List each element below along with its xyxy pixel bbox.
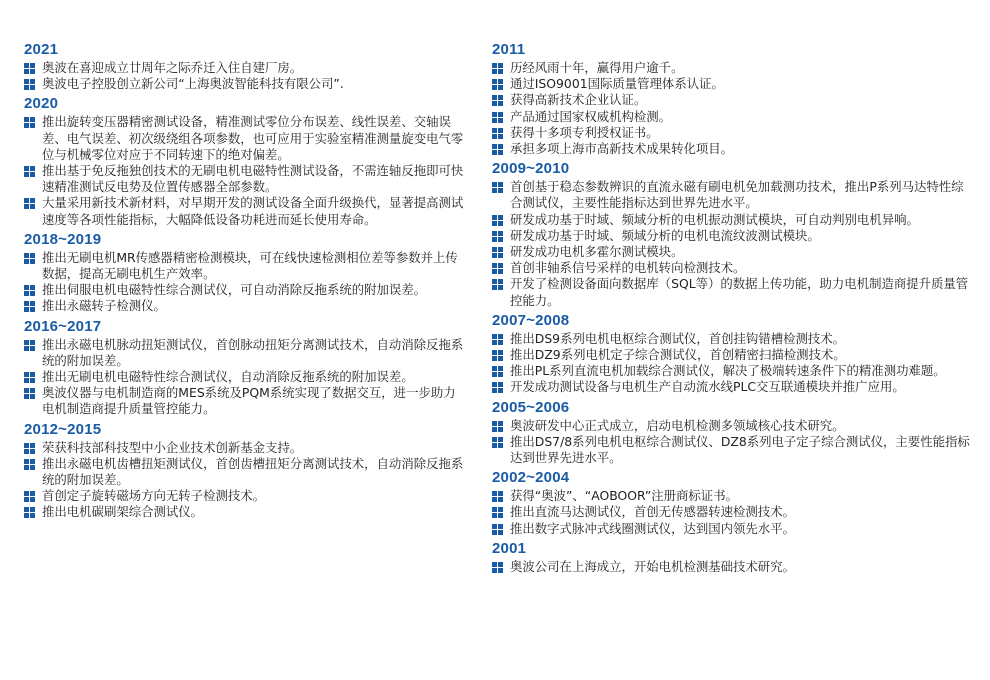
- list-item-text: 开发了检测设备面向数据库（SQL等）的数据上传功能，助力电机制造商提升质量管控能力。: [510, 276, 969, 308]
- list-item: [492, 260, 970, 276]
- list-item: [492, 92, 970, 108]
- list-item-text: 奥波研发中心正式成立，启动电机检测多领域核心技术研究。: [510, 417, 845, 433]
- year-heading: 2021: [24, 41, 59, 58]
- list-item-text: 大量采用新技术新材料，对早期开发的测试设备全面升级换代，显著提高测试速度等各项性能指标，大幅降低设备功耗进而延长使用寿命。: [42, 195, 464, 227]
- square-grid-icon: [24, 301, 36, 313]
- list-item-text: 获得十多项专利授权证书。: [510, 124, 659, 140]
- square-grid-icon: [24, 117, 36, 129]
- timeline-section: [492, 468, 970, 537]
- square-grid-icon: [492, 491, 504, 503]
- square-grid-icon: [492, 421, 504, 433]
- square-grid-icon: [492, 350, 504, 362]
- timeline-section: [24, 230, 466, 315]
- square-grid-icon: [492, 215, 504, 227]
- list-item: [24, 440, 466, 456]
- list-item-text: 首创定子旋转磁场方向无转子检测技术。: [42, 488, 266, 504]
- timeline-section: [24, 317, 466, 418]
- square-grid-icon: [24, 198, 36, 210]
- year-heading: 2001: [492, 539, 527, 557]
- timeline-section: [492, 398, 970, 467]
- list-item: [492, 363, 970, 379]
- list-item-text: 推出电机碳刷架综合测试仪。: [42, 504, 204, 520]
- list-item: [492, 434, 970, 466]
- list-item-text: 研发成功基于时域、频域分析的电机振动测试模块，可自动判别电机异响。: [510, 211, 919, 227]
- square-grid-icon: [24, 79, 36, 91]
- square-grid-icon: [24, 166, 36, 178]
- list-item-text: 推出DS9系列电机电枢综合测试仪，首创挂钩错槽检测技术。: [510, 330, 846, 346]
- list-item-text: 推出PL系列直流电机加载综合测试仪，解决了极端转速条件下的精准测功难题。: [510, 363, 946, 379]
- list-item: [492, 76, 970, 92]
- list-item: [492, 141, 970, 157]
- list-item: [492, 109, 970, 125]
- list-item-text: 推出无刷电机MR传感器精密检测模块，可在线快速检测相位差等参数并上传数据，提高无刷电机生产效率。: [42, 249, 458, 282]
- list-item-text: 奥波电子控股创立新公司“上海奥波智能科技有限公司”.: [42, 76, 344, 92]
- square-grid-icon: [492, 507, 504, 519]
- list-item: [492, 331, 970, 347]
- list-item: [492, 379, 970, 395]
- list-item: [492, 488, 970, 504]
- list-item: [24, 250, 466, 282]
- list-item: [24, 298, 466, 314]
- year-heading: 2020: [24, 95, 59, 113]
- square-grid-icon: [492, 382, 504, 394]
- list-item: [492, 212, 970, 228]
- square-grid-icon: [492, 437, 504, 449]
- year-heading: 2011: [492, 41, 526, 58]
- square-grid-icon: [24, 459, 36, 471]
- list-item-text: 奥波公司在上海成立，开始电机检测基础技术研究。: [510, 558, 795, 574]
- square-grid-icon: [492, 524, 504, 536]
- list-item-text: 推出永磁电机齿槽扭矩测试仪，首创齿槽扭矩分离测试技术，自动消除反拖系统的附加误差。: [42, 455, 464, 488]
- square-grid-icon: [492, 128, 504, 140]
- list-item-text: 获得高新技术企业认证。: [510, 92, 647, 108]
- square-grid-icon: [492, 247, 504, 259]
- list-item: [492, 504, 970, 520]
- list-item: [492, 418, 970, 434]
- list-item-text: 历经风雨十年，赢得用户逾千。: [510, 60, 684, 75]
- list-item-text: 通过ISO9001国际质量管理体系认证。: [510, 76, 724, 92]
- list-item-text: 推出基于免反拖独创技术的无刷电机电磁特性测试设备，不需连轴反拖即可快速精准测试反电势及位置传感器全部参数。: [42, 163, 464, 195]
- list-item: [24, 488, 466, 504]
- list-item: [24, 504, 466, 520]
- list-item: [492, 179, 970, 211]
- timeline-section: [492, 539, 970, 575]
- list-item: [24, 195, 466, 227]
- list-item-text: 研发成功基于时域、频域分析的电机电流纹波测试模块。: [510, 227, 820, 243]
- list-item-text: 产品通过国家权威机构检测。: [510, 108, 672, 124]
- square-grid-icon: [492, 279, 504, 291]
- year-heading: 2007~2008: [492, 311, 570, 329]
- list-item-text: 奥波在喜迎成立廿周年之际乔迁入住自建厂房。: [42, 60, 303, 75]
- list-item-text: 获得“奥波”、“AOBOOR”注册商标证书。: [510, 488, 738, 504]
- list-item: [24, 282, 466, 298]
- list-item: [24, 114, 466, 163]
- square-grid-icon: [492, 263, 504, 275]
- list-item: [492, 347, 970, 363]
- list-item-text: 推出数字式脉冲式线圈测试仪，达到国内领先水平。: [510, 520, 795, 536]
- square-grid-icon: [24, 372, 36, 384]
- square-grid-icon: [492, 79, 504, 91]
- timeline-section: [492, 159, 970, 309]
- list-item: [24, 456, 466, 488]
- square-grid-icon: [492, 334, 504, 346]
- list-item: [492, 276, 970, 308]
- list-item-text: 推出DS7/8系列电机电枢综合测试仪、DZ8系列电子定子综合测试仪，主要性能指标达到世界先进水平。: [510, 433, 970, 466]
- timeline-section: [24, 420, 466, 521]
- square-grid-icon: [24, 443, 36, 455]
- timeline-section: [492, 311, 970, 396]
- year-heading: 2012~2015: [24, 420, 102, 438]
- square-grid-icon: [24, 388, 36, 400]
- square-grid-icon: [492, 112, 504, 124]
- square-grid-icon: [24, 340, 36, 352]
- list-item: [24, 385, 466, 417]
- list-item: [492, 228, 970, 244]
- square-grid-icon: [492, 231, 504, 243]
- square-grid-icon: [492, 562, 504, 574]
- list-item-text: 推出旋转变压器精密测试设备，精准测试零位分布误差、线性误差、交轴误差、电气误差、初次级绕组各项参数，也可应用于实验室精准测量旋变电气零位与机械零位对应于不同转速下的绝对偏差。: [42, 114, 464, 162]
- year-heading: 2009~2010: [492, 160, 570, 178]
- list-item: [492, 559, 970, 575]
- list-item-text: 推出直流马达测试仪，首创无传感器转速检测技术。: [510, 504, 795, 520]
- square-grid-icon: [24, 491, 36, 503]
- list-item: [24, 369, 466, 385]
- list-item: [24, 163, 466, 195]
- timeline-left-column: [24, 38, 466, 521]
- year-heading: 2002~2004: [492, 469, 570, 487]
- square-grid-icon: [24, 285, 36, 297]
- list-item-text: 奥波仪器与电机制造商的MES系统及PQM系统实现了数据交互，进一步助力电机制造商提升质量管控能力。: [42, 385, 456, 417]
- list-item-text: 首创基于稳态参数辨识的直流永磁有刷电机免加载测功技术，推出P系列马达特性综合测试仪，主要性能指标达到世界先进水平。: [510, 179, 964, 211]
- list-item-text: 推出永磁转子检测仪。: [42, 298, 166, 314]
- square-grid-icon: [492, 182, 504, 194]
- square-grid-icon: [24, 507, 36, 519]
- timeline-section: [24, 40, 466, 92]
- list-item: [492, 244, 970, 260]
- list-item: [492, 521, 970, 537]
- square-grid-icon: [492, 366, 504, 378]
- square-grid-icon: [492, 63, 504, 75]
- year-heading: 2018~2019: [24, 230, 102, 248]
- square-grid-icon: [492, 144, 504, 156]
- list-item: [24, 76, 466, 92]
- year-heading: 2005~2006: [492, 398, 570, 416]
- list-item-text: 开发成功测试设备与电机生产自动流水线PLC交互联通模块并推广应用。: [510, 379, 905, 395]
- list-item: [24, 337, 466, 369]
- list-item: [492, 60, 970, 76]
- list-item: [492, 125, 970, 141]
- list-item-text: 首创非轴系信号采样的电机转向检测技术。: [510, 260, 746, 276]
- list-item-text: 推出永磁电机脉动扭矩测试仪，首创脉动扭矩分离测试技术，自动消除反拖系统的附加误差。: [42, 336, 464, 368]
- timeline-section: [24, 94, 466, 227]
- square-grid-icon: [492, 95, 504, 107]
- year-heading: 2016~2017: [24, 317, 102, 335]
- timeline-section: [492, 40, 970, 157]
- list-item-text: 推出无刷电机电磁特性综合测试仪，自动消除反拖系统的附加误差。: [42, 369, 414, 385]
- list-item-text: 推出DZ9系列电机定子综合测试仪，首创精密扫描检测技术。: [510, 347, 846, 363]
- timeline-right-column: [492, 38, 970, 575]
- list-item-text: 承担多项上海市高新技术成果转化项目。: [510, 141, 734, 157]
- list-item-text: 推出伺服电机电磁特性综合测试仪，可自动消除反拖系统的附加误差。: [42, 282, 427, 298]
- list-item: [24, 60, 466, 76]
- square-grid-icon: [24, 253, 36, 265]
- square-grid-icon: [24, 63, 36, 75]
- list-item-text: 荣获科技部科技型中小企业技术创新基金支持。: [42, 439, 303, 455]
- list-item-text: 研发成功电机多霍尔测试模块。: [510, 244, 684, 260]
